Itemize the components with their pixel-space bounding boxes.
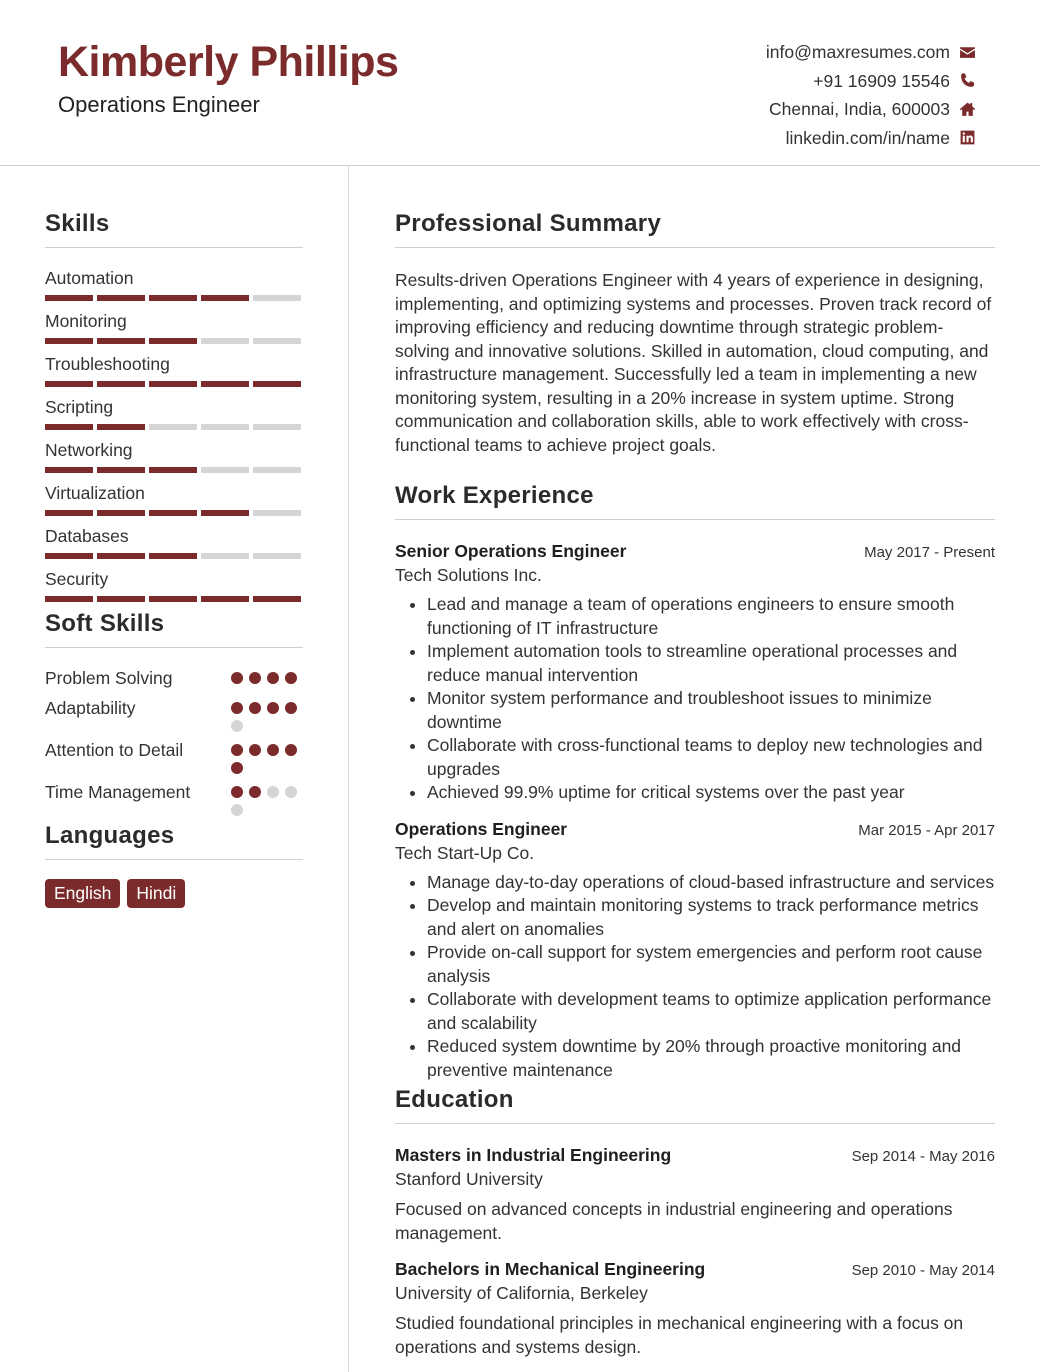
skill-item — [45, 567, 303, 602]
education-date: Sep 2010 - May 2014 — [851, 1262, 995, 1279]
contact-email-text: info@maxresumes.com — [765, 42, 950, 63]
skill-level-bars — [45, 510, 303, 516]
skill-level-segment — [97, 510, 145, 516]
contact-info — [766, 38, 976, 152]
skill-item — [45, 481, 303, 516]
soft-skill-rating — [231, 666, 303, 684]
language-tag: Hindi — [127, 879, 185, 908]
skill-level-segment — [97, 553, 145, 559]
skill-level-segment — [201, 510, 249, 516]
school: Stanford University — [395, 1169, 543, 1189]
rating-dot — [249, 786, 261, 798]
job-bullet: • Manage day-to-day operations of cloud-based infrastructure and services — [427, 871, 995, 895]
rating-dot — [285, 672, 297, 684]
soft-skill-item — [45, 696, 303, 732]
skill-item — [45, 395, 303, 430]
job-bullet: • Collaborate with development teams to optimize application performance and scalability — [427, 988, 995, 1035]
skill-level-segment — [149, 295, 197, 301]
languages-list — [45, 879, 303, 908]
skill-name: Virtualization — [45, 483, 145, 503]
rating-dot — [249, 672, 261, 684]
rating-dot — [285, 786, 297, 798]
education-entry — [395, 1259, 995, 1359]
rating-dot — [231, 762, 243, 774]
skill-item — [45, 309, 303, 344]
education-description: Studied foundational principles in mechanical engineering with a focus on operations and systems design. — [395, 1313, 964, 1357]
skill-level-segment — [253, 467, 301, 473]
right-column — [395, 210, 995, 1359]
soft-skill-rating — [231, 780, 303, 816]
soft-skill-item — [45, 666, 303, 690]
skill-level-segment — [97, 596, 145, 602]
skill-level-segment — [149, 596, 197, 602]
home-icon — [958, 100, 976, 118]
rating-dot — [285, 744, 297, 756]
skill-name: Monitoring — [45, 311, 127, 331]
job-date: Mar 2015 - Apr 2017 — [858, 821, 995, 839]
skill-level-bars — [45, 596, 303, 602]
envelope-icon — [958, 43, 976, 61]
job-bullet: • Monitor system performance and troubleshoot issues to minimize downtime — [427, 687, 995, 734]
skill-level-bars — [45, 295, 303, 301]
education-heading: Education — [395, 1086, 995, 1124]
rating-dot — [267, 672, 279, 684]
skill-level-segment — [45, 338, 93, 344]
skill-name: Security — [45, 569, 109, 589]
rating-dot — [231, 744, 243, 756]
job-bullet: • Implement automation tools to streamline operational processes and reduce manual intervention — [427, 640, 995, 687]
skill-level-segment — [201, 338, 249, 344]
skill-item — [45, 524, 303, 559]
skill-level-bars — [45, 424, 303, 430]
skill-level-segment — [45, 295, 93, 301]
job-bullets — [395, 593, 995, 805]
resume-header — [0, 0, 1040, 166]
skill-level-segment — [97, 295, 145, 301]
job-role: Operations Engineer — [395, 818, 568, 839]
candidate-title: Operations Engineer — [58, 92, 260, 117]
skill-level-segment — [253, 553, 301, 559]
skill-level-segment — [253, 381, 301, 387]
contact-address-text: Chennai, India, 600003 — [769, 99, 950, 120]
soft-skill-rating — [231, 738, 303, 774]
skill-level-segment — [149, 338, 197, 344]
skill-level-segment — [97, 381, 145, 387]
rating-dot — [231, 702, 243, 714]
job-entry — [395, 541, 995, 805]
skill-level-segment — [253, 424, 301, 430]
rating-dot — [249, 702, 261, 714]
skill-item — [45, 438, 303, 473]
degree: Bachelors in Mechanical Engineering — [395, 1259, 706, 1279]
skill-level-segment — [253, 295, 301, 301]
linkedin-icon — [958, 129, 976, 147]
candidate-name: Kimberly Phillips — [58, 38, 399, 86]
degree: Masters in Industrial Engineering — [395, 1145, 672, 1165]
job-bullets — [395, 871, 995, 1083]
skill-level-segment — [201, 424, 249, 430]
language-tag: English — [45, 879, 120, 908]
skill-name: Automation — [45, 268, 134, 288]
skill-level-segment — [201, 553, 249, 559]
skill-level-segment — [45, 381, 93, 387]
skill-item — [45, 352, 303, 387]
rating-dot — [231, 720, 243, 732]
rating-dot — [285, 702, 297, 714]
job-date: May 2017 - Present — [864, 544, 995, 561]
skill-level-bars — [45, 467, 303, 473]
rating-dot — [231, 786, 243, 798]
skill-level-segment — [45, 424, 93, 430]
experience-heading: Work Experience — [395, 482, 995, 520]
soft-skill-rating — [231, 696, 303, 732]
column-divider — [348, 166, 349, 1372]
job-bullet: • Provide on-call support for system emergencies and perform root cause analysis — [427, 941, 995, 988]
skill-level-segment — [253, 596, 301, 602]
contact-linkedin-text: linkedin.com/in/name — [785, 127, 950, 148]
soft-skill-item — [45, 738, 303, 774]
job-bullet: • Achieved 99.9% uptime for critical systems over the past year — [427, 781, 995, 805]
skill-name: Troubleshooting — [45, 354, 170, 374]
skill-level-bars — [45, 381, 303, 387]
soft-skill-name: Time Management — [45, 782, 191, 802]
rating-dot — [231, 804, 243, 816]
education-description: Focused on advanced concepts in industrial engineering and operations management. — [395, 1199, 953, 1243]
contact-linkedin[interactable] — [766, 124, 976, 153]
skill-name: Networking — [45, 440, 133, 460]
soft-skill-name: Problem Solving — [45, 668, 173, 688]
skill-level-segment — [97, 424, 145, 430]
skill-level-segment — [149, 424, 197, 430]
skill-name: Scripting — [45, 397, 114, 417]
skill-level-segment — [45, 510, 93, 516]
skill-level-segment — [149, 553, 197, 559]
soft-skills-heading: Soft Skills — [45, 610, 303, 648]
skill-level-bars — [45, 553, 303, 559]
skill-item — [45, 266, 303, 301]
rating-dot — [249, 744, 261, 756]
soft-skills-list — [45, 666, 303, 816]
summary-heading: Professional Summary — [395, 210, 995, 248]
skill-level-segment — [45, 553, 93, 559]
rating-dot — [267, 702, 279, 714]
job-bullet: • Lead and manage a team of operations engineers to ensure smooth functioning of IT infrastructure — [427, 593, 995, 640]
contact-phone[interactable] — [766, 67, 976, 96]
skill-level-segment — [253, 338, 301, 344]
skills-heading: Skills — [45, 210, 303, 248]
school: University of California, Berkeley — [395, 1283, 648, 1303]
skill-level-segment — [97, 467, 145, 473]
skill-level-segment — [201, 596, 249, 602]
skill-level-segment — [201, 467, 249, 473]
job-bullet: • Develop and maintain monitoring systems to track performance metrics and alert on anomalies — [427, 894, 995, 941]
contact-phone-text: +91 16909 15546 — [813, 70, 950, 91]
soft-skill-item — [45, 780, 303, 816]
skills-list — [45, 266, 303, 602]
job-bullet: • Reduced system downtime by 20% through proactive monitoring and preventive maintenance — [427, 1035, 995, 1082]
skill-level-bars — [45, 338, 303, 344]
contact-email[interactable] — [766, 38, 976, 67]
contact-address — [766, 95, 976, 124]
rating-dot — [267, 744, 279, 756]
skill-level-segment — [45, 467, 93, 473]
summary-text: Results-driven Operations Engineer with 4 years of experience in designing, implementing, and optimizing systems and processes. Proven track record of improving efficiency and reducing downtime through strategic problem-solving and innovative solutions. Skilled in automation, cloud computing, and infrastructure management. Successfully led a team in implementing a new monitoring system, resulting in a 20% increase in system uptime. Strong communication and collaboration skills, able to work effectively with cross-functional teams to achieve project goals. — [395, 270, 992, 455]
left-column — [45, 210, 303, 908]
skill-level-segment — [253, 510, 301, 516]
rating-dot — [231, 672, 243, 684]
skill-level-segment — [149, 381, 197, 387]
job-company: Tech Solutions Inc. — [395, 565, 542, 585]
soft-skill-name: Attention to Detail — [45, 740, 184, 760]
skill-level-segment — [149, 510, 197, 516]
education-entry — [395, 1145, 995, 1245]
job-entry — [395, 819, 995, 1083]
job-role: Senior Operations Engineer — [395, 541, 627, 561]
skill-level-segment — [201, 295, 249, 301]
skill-name: Databases — [45, 526, 129, 546]
languages-heading: Languages — [45, 822, 303, 860]
education-date: Sep 2014 - May 2016 — [851, 1148, 995, 1165]
skill-level-segment — [149, 467, 197, 473]
rating-dot — [267, 786, 279, 798]
phone-icon — [958, 72, 976, 90]
job-company: Tech Start-Up Co. — [395, 842, 535, 863]
skill-level-segment — [201, 381, 249, 387]
job-bullet: • Collaborate with cross-functional teams to deploy new technologies and upgrades — [427, 734, 995, 781]
soft-skill-name: Adaptability — [45, 698, 136, 718]
skill-level-segment — [45, 596, 93, 602]
skill-level-segment — [97, 338, 145, 344]
